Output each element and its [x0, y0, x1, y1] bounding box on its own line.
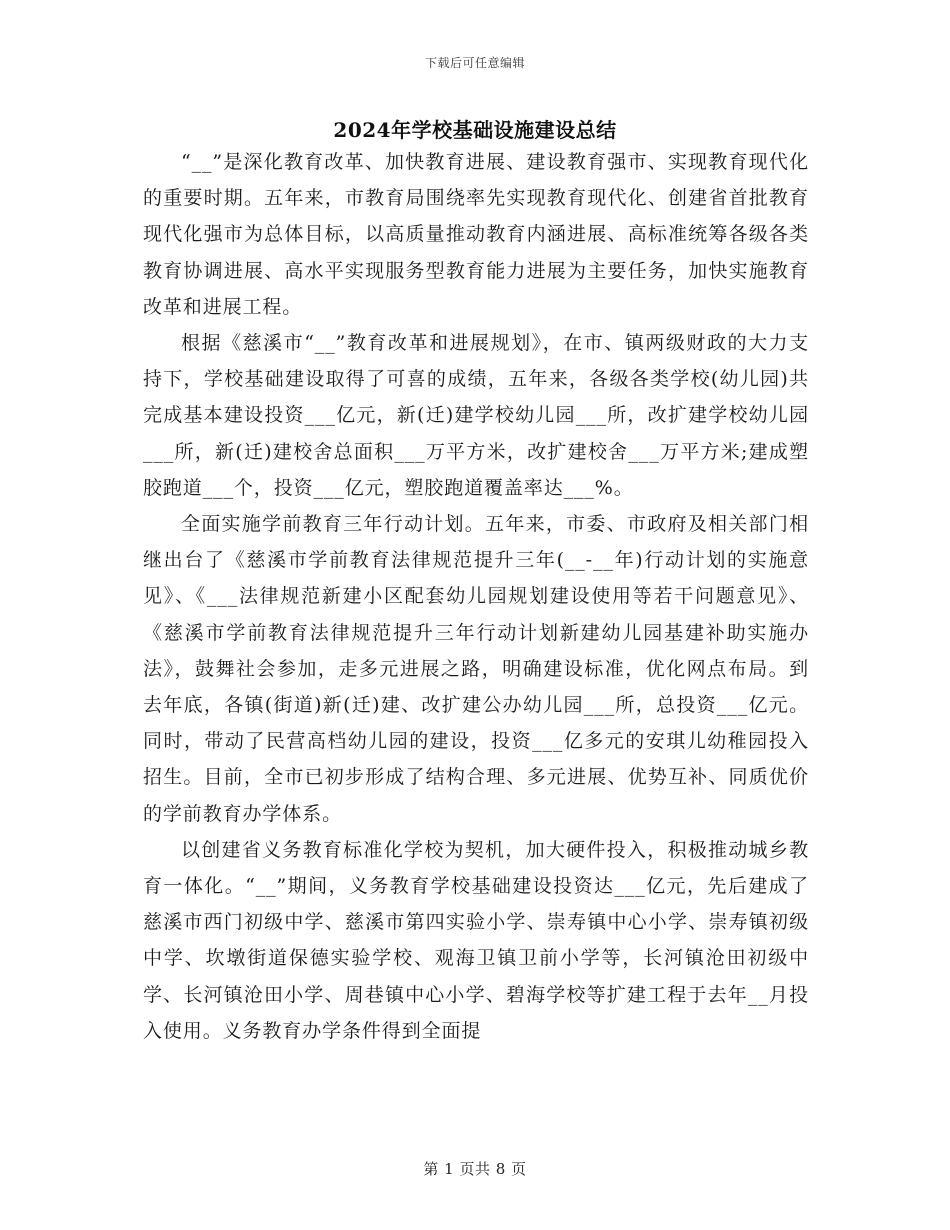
document-title: 2024年学校基础设施建设总结 [333, 118, 617, 142]
paragraph-2: 根据《慈溪市“__”教育改革和进展规划》，在市、镇两级财政的大力支持下，学校基础建设取得了可喜的成绩，五年来，各级各类学校(幼儿园)共完成基本建设投资___亿元，新(迁)建学校幼儿园___所，改扩建学校幼儿园___所，新(迁)建校舍总面积___万平方米，改扩建校舍___万平方米;建成塑胶跑道___个，投资___亿元，塑胶跑道覆盖率达___%。 [143, 332, 809, 499]
page-footer: 第 1 页共 8 页 [423, 1160, 527, 1178]
document-body [143, 144, 809, 1049]
paragraph-3: 全面实施学前教育三年行动计划。五年来，市委、市政府及相关部门相继出台了《慈溪市学前教育法律规范提升三年(__-__年)行动计划的实施意见》、《___法律规范新建小区配套幼儿园规划建设使用等若干问题意见》、《慈溪市学前教育法律规范提升三年行动计划新建幼儿园基建补助实施办法》，鼓舞社会参加，走多元进展之路，明确建设标准，优化网点布局。到去年底，各镇(街道)新(迁)建、改扩建公办幼儿园___所，总投资___亿元。同时，带动了民营高档幼儿园的建设，投资___亿多元的安琪儿幼稚园投入招生。目前，全市已初步形成了结构合理、多元进展、优势互补、同质优价的学前教育办学体系。 [143, 513, 809, 825]
paragraph-1: “__”是深化教育改革、加快教育进展、建设教育强市、实现教育现代化的重要时期。五年来，市教育局围绕率先实现教育现代化、创建省首批教育现代化强市为总体目标，以高质量推动教育内涵进展、高标准统筹各级各类教育协调进展、高水平实现服务型教育能力进展为主要任务，加快实施教育改革和进展工程。 [143, 151, 809, 318]
page-header: 下载后可任意编辑 [424, 56, 525, 70]
paragraph-4: 以创建省义务教育标准化学校为契机，加大硬件投入，积极推动城乡教育一体化。“__”期间，义务教育学校基础建设投资达___亿元，先后建成了慈溪市西门初级中学、慈溪市第四实验小学、崇寿镇中心小学、崇寿镇初级中学、坎墩街道保德实验学校、观海卫镇卫前小学等，长河镇沧田初级中学、长河镇沧田小学、周巷镇中心小学、碧海学校等扩建工程于去年__月投入使用。义务教育办学条件得到全面提 [143, 838, 809, 1042]
